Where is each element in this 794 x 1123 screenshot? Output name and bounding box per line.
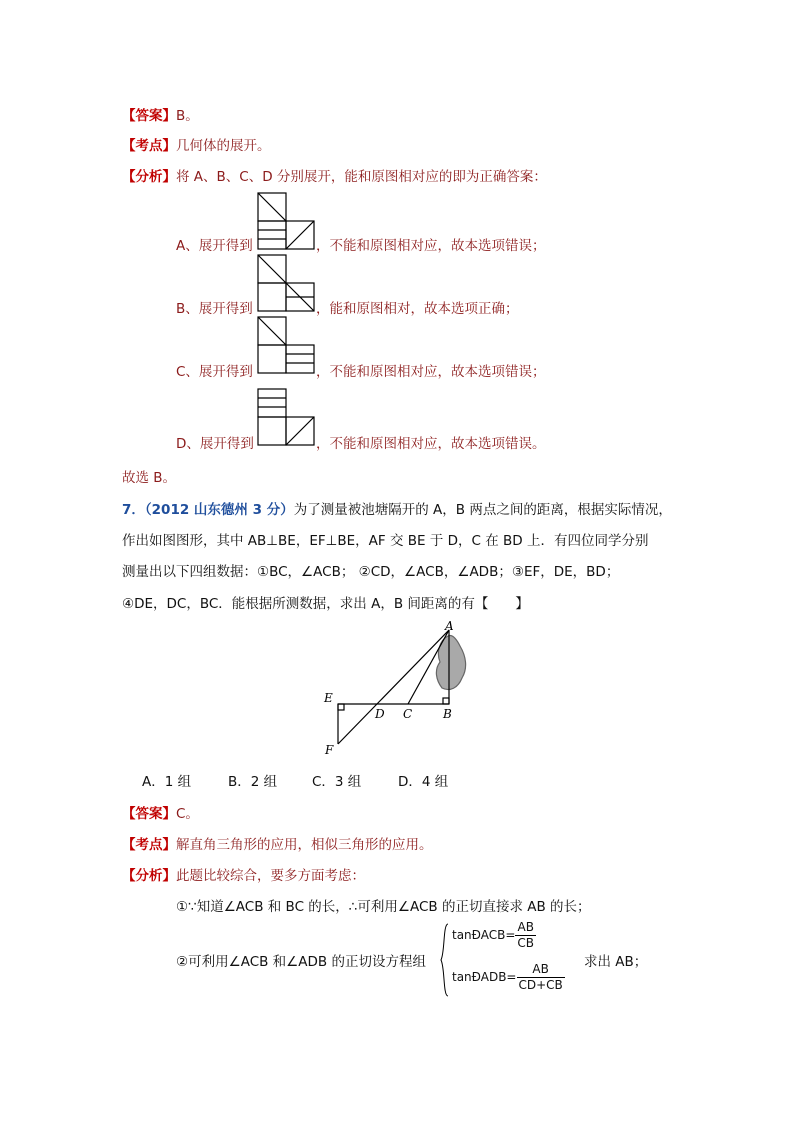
question-7-line-1 xyxy=(122,498,672,518)
analysis-step-2-tail: 求出 AB； xyxy=(584,954,648,970)
label-b: B xyxy=(443,707,452,721)
choice-c: C．3 组 xyxy=(312,774,362,790)
analysis-step-1: ①∵知道∠ACB 和 BC 的长，∴可利用∠ACB 的正切直接求 AB 的长； xyxy=(176,899,591,915)
label-a: A xyxy=(445,619,454,633)
equation-brace xyxy=(440,922,450,998)
pond-shape xyxy=(436,635,465,689)
label-f: F xyxy=(325,743,334,757)
right-angle-b xyxy=(443,698,449,704)
fenxi-text: 将 A、B、C、D 分别展开，能和原图相对应的即为正确答案： xyxy=(176,169,547,185)
right-angle-e xyxy=(338,704,344,710)
net-figure-c xyxy=(257,316,315,374)
option-c-label: C、展开得到 xyxy=(176,364,253,380)
net-figure-a xyxy=(257,192,315,250)
option-b-comment: ，能和原图相对，故本选项正确； xyxy=(316,301,519,317)
option-d-comment: ，不能和原图相对应，故本选项错误。 xyxy=(316,436,546,452)
answer-tag-2: 【答案】 xyxy=(122,806,176,822)
line-af xyxy=(338,630,449,744)
analysis-step-2-text: ②可利用∠ACB 和∠ADB 的正切设方程组 xyxy=(176,954,426,970)
option-a-label: A、展开得到 xyxy=(176,238,253,254)
question-7-line-2: 作出如图图形，其中 AB⊥BE，EF⊥BE，AF 交 BE 于 D，C 在 BD 上．有四位同学分别 xyxy=(122,533,649,549)
question-7-line-3: 测量出以下四组数据：①BC，∠ACB； ②CD，∠ACB，∠ADB；③EF，DE，BD； xyxy=(122,564,620,580)
kaodian-text-2: 解直角三角形的应用，相似三角形的应用。 xyxy=(176,837,433,853)
equation-1-fraction xyxy=(515,920,536,951)
net-figure-b xyxy=(257,254,315,312)
kaodian-line xyxy=(122,134,271,154)
answer-text: B。 xyxy=(176,108,199,124)
conclusion: 故选 B。 xyxy=(122,470,177,486)
equation-2 xyxy=(452,962,565,993)
geometry-figure xyxy=(318,618,468,760)
choice-b: B．2 组 xyxy=(228,774,278,790)
fenxi-text-2: 此题比较综合，要多方面考虑： xyxy=(176,868,365,884)
label-e: E xyxy=(324,691,333,705)
equation-1-numerator: AB xyxy=(515,920,536,936)
option-c-comment: ，不能和原图相对应，故本选项错误； xyxy=(316,364,546,380)
label-d: D xyxy=(375,707,385,721)
question-number: 7． xyxy=(122,502,145,518)
equation-1-denominator: CB xyxy=(517,936,535,950)
answer-line-2 xyxy=(122,802,199,822)
equation-1-left: tanÐACB= xyxy=(452,928,516,942)
choice-a: A．1 组 xyxy=(142,774,192,790)
question-text-1: 为了测量被池塘隔开的 A，B 两点之间的距离，根据实际情况， xyxy=(293,502,672,518)
answer-line xyxy=(122,104,199,124)
option-d-label: D、展开得到 xyxy=(176,436,254,452)
kaodian-tag-2: 【考点】 xyxy=(122,837,176,853)
equation-2-fraction xyxy=(517,962,565,993)
equation-2-denominator: CD+CB xyxy=(518,978,563,992)
label-c: C xyxy=(403,707,413,721)
answer-text-2: C。 xyxy=(176,806,199,822)
option-a-comment: ，不能和原图相对应，故本选项错误； xyxy=(316,238,546,254)
kaodian-tag: 【考点】 xyxy=(122,138,176,154)
answer-tag: 【答案】 xyxy=(122,108,176,124)
question-7-line-4: ④DE，DC，BC．能根据所测数据，求出 A，B 间距离的有【 】 xyxy=(122,596,529,612)
fenxi-tag: 【分析】 xyxy=(122,169,176,185)
equation-2-numerator: AB xyxy=(517,962,565,978)
fenxi-line-2 xyxy=(122,864,365,884)
kaodian-line-2 xyxy=(122,833,433,853)
equation-1 xyxy=(452,920,536,951)
fenxi-tag-2: 【分析】 xyxy=(122,868,176,884)
equation-2-left: tanÐADB= xyxy=(452,970,517,984)
kaodian-text: 几何体的展开。 xyxy=(176,138,271,154)
option-b-label: B、展开得到 xyxy=(176,301,253,317)
net-figure-d xyxy=(257,388,315,446)
question-source: （2012 山东德州 3 分） xyxy=(144,502,294,518)
choice-d: D．4 组 xyxy=(398,774,449,790)
fenxi-line xyxy=(122,165,547,185)
